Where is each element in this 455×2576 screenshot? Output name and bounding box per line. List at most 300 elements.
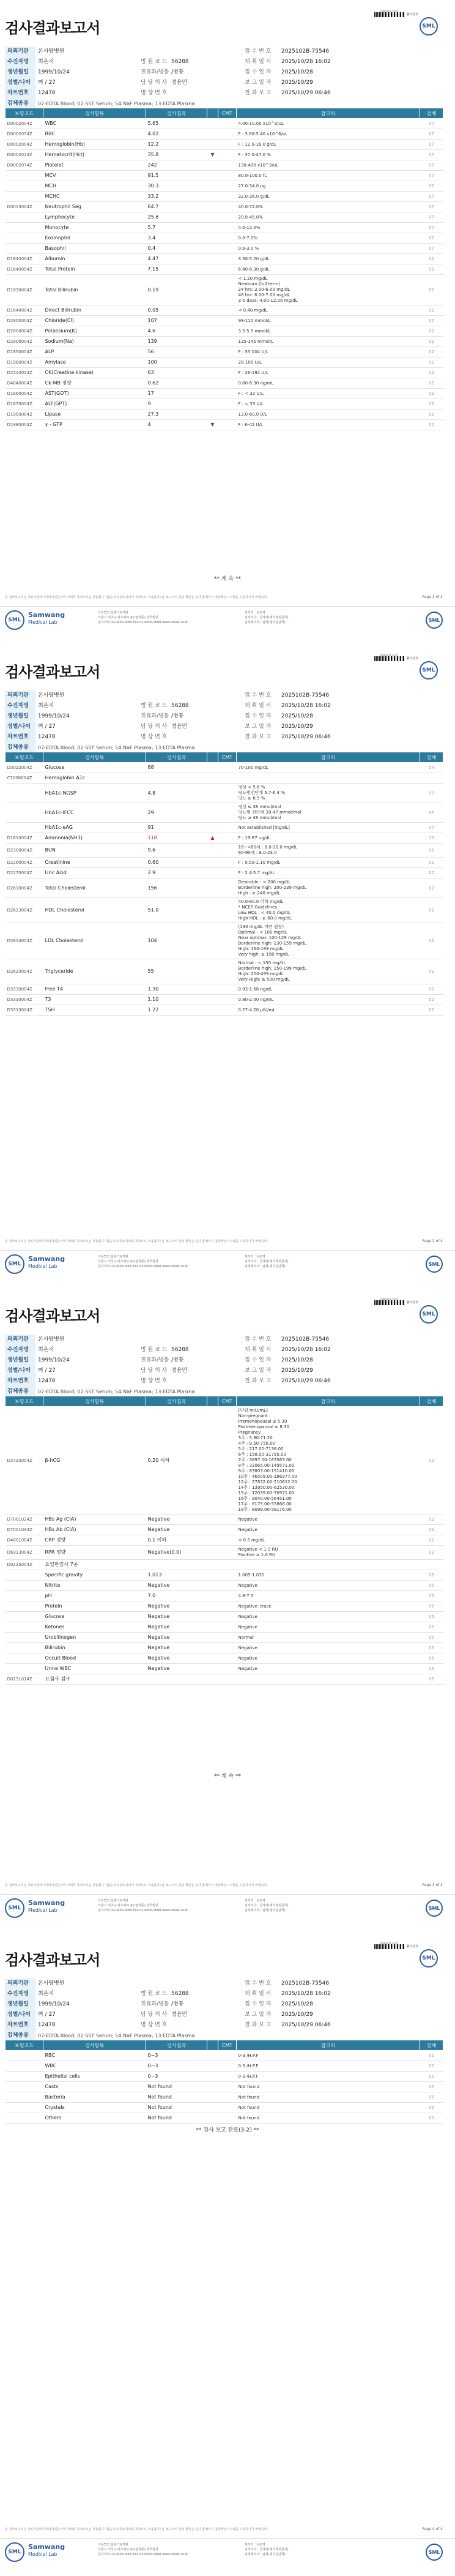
info-value-2	[170, 2020, 243, 2031]
insurance-code: D1840004Z	[6, 264, 43, 275]
page-number: Page 3 of 4	[422, 1883, 443, 1887]
insurance-code	[6, 1612, 43, 1622]
insurance-code	[6, 1570, 43, 1581]
info-row	[5, 57, 443, 67]
cmt	[218, 347, 237, 358]
result-flag	[207, 2113, 218, 2124]
test-name: WBC	[43, 2061, 146, 2072]
info-row	[5, 1345, 443, 1355]
test-name: MCHC	[43, 192, 146, 202]
info-key: 수진자명	[5, 57, 35, 67]
result-flag	[207, 275, 218, 305]
reference-range	[237, 773, 420, 784]
result-flag	[207, 181, 218, 192]
table-row	[6, 378, 443, 389]
result-flag	[207, 264, 218, 275]
table-row	[6, 347, 443, 358]
test-result: Negative	[146, 1601, 207, 1612]
table-row	[6, 1664, 443, 1674]
table-row	[6, 389, 443, 399]
test-name: 요일반검사 7종	[43, 1560, 146, 1570]
info-row	[5, 1999, 443, 2010]
insurance-code	[6, 2082, 43, 2092]
test-result: 2.9	[146, 868, 207, 878]
column-header: CMT	[218, 2040, 237, 2051]
info-key-2: 담 당 의 사	[141, 2012, 168, 2018]
info-value-2	[170, 1335, 243, 1345]
test-result: 107	[146, 316, 207, 326]
info-key-2: 병 원 코 드	[141, 703, 168, 709]
test-name: Glucose	[43, 1612, 146, 1622]
cmt	[218, 858, 237, 868]
reference-range: 3.50-5.20 g/dL	[237, 254, 420, 264]
info-key-3: 결 과 보 고	[245, 90, 272, 96]
insurance-code: D2610004Z	[6, 878, 43, 898]
table-row	[6, 773, 443, 784]
reference-range: 정상 ≤ 38 mmol/mol 당뇨병 전단계 39-47 mmol/mol 당뇨 ≥ 48 mmol/mol	[237, 803, 420, 823]
info-key-2	[139, 47, 170, 57]
specimen-code: 05	[420, 1622, 443, 1633]
cmt	[218, 1674, 237, 1685]
test-result: 30.3	[146, 181, 207, 192]
specimen-code: 02	[420, 1525, 443, 1535]
info-key: 의뢰기관	[5, 691, 35, 701]
lab-subtitle: Medical Lab	[28, 1264, 57, 1269]
reference-range: Negative	[237, 1643, 420, 1653]
table-row	[6, 326, 443, 337]
table-row	[6, 1612, 443, 1622]
insurance-code: D4001004Z	[6, 1535, 43, 1546]
result-flag	[207, 223, 218, 233]
column-header: 검체	[420, 108, 443, 119]
specimen-code: 02	[420, 378, 443, 389]
insurance-code	[6, 244, 43, 254]
info-value-3: 2025/10/28 16:02	[281, 1991, 331, 1997]
specimen-code: 05	[420, 2061, 443, 2072]
test-result: 7.0	[146, 1591, 207, 1601]
insurance-code: D1950004Z	[6, 410, 43, 420]
chart-no-label: 환자번호	[407, 13, 419, 17]
info-value-2: 정윤민	[171, 80, 188, 86]
test-name: Lymphocyte	[43, 212, 146, 223]
specimen-code: 07	[420, 160, 443, 171]
specimen-value: 07-EDTA Blood; 02:SST Serum; 54:NaF Plasma; 13:EDTA Plasma	[38, 101, 195, 107]
result-flag	[207, 773, 218, 784]
specimen-code: 02	[420, 420, 443, 430]
info-row	[5, 2010, 443, 2020]
column-header: 검사항목	[43, 752, 146, 763]
cmt	[218, 1407, 237, 1515]
info-value: 최은지	[38, 703, 54, 709]
insurance-code	[6, 2061, 43, 2072]
column-header: 검체	[420, 2040, 443, 2051]
result-flag	[207, 1633, 218, 1643]
specimen-code: 54	[420, 763, 443, 773]
table-row	[6, 171, 443, 181]
column-header	[207, 1396, 218, 1407]
report-title: 검사결과보고서	[5, 20, 100, 37]
info-value: 12478	[38, 1378, 56, 1384]
test-name: Others	[43, 2113, 146, 2124]
test-name: BUN	[43, 844, 146, 858]
cmt	[218, 2061, 237, 2072]
test-name: Hemoglobin(Hb)	[43, 140, 146, 150]
cmt	[218, 1591, 237, 1601]
result-flag	[207, 803, 218, 823]
cmt	[218, 1653, 237, 1664]
info-value: 온사랑병원	[38, 692, 65, 698]
reference-range: Negative	[237, 1515, 420, 1525]
table-row	[6, 1674, 443, 1685]
barcode-icon	[374, 12, 405, 17]
insurance-code: D2613004Z	[6, 898, 43, 923]
cmt	[218, 378, 237, 389]
test-name: Creatinine	[43, 858, 146, 868]
sml-logo: SML	[5, 1254, 24, 1274]
info-value-3: 2025102B-75546	[281, 692, 330, 698]
insurance-code: D2620004Z	[6, 959, 43, 984]
specimen-code: 05	[420, 1591, 443, 1601]
info-key-2: 진료과/병동	[141, 713, 169, 719]
test-result: 0.1 이하	[146, 1535, 207, 1546]
info-key-2: 병 원 코 드	[141, 59, 168, 65]
info-key-3: 결 과 보 고	[245, 1378, 272, 1384]
sign-info: 검사자 : 김은영 검사의사 : 신재복(병리과전문의) 임상병리사 : 임희(병리진단학)	[245, 611, 289, 624]
patient-info	[5, 47, 443, 109]
info-key-3: 접 수 번 호	[245, 1980, 272, 1986]
reference-range: 1.005-1.030	[237, 1570, 420, 1581]
info-key-2: 담 당 의 사	[141, 724, 168, 730]
insurance-code: D0002004Z	[6, 140, 43, 150]
info-row	[5, 67, 443, 78]
test-result: Negative	[146, 1633, 207, 1643]
cmt	[218, 420, 237, 430]
test-name: Ck-MB 정량	[43, 378, 146, 389]
info-key-3: 결 과 보 고	[245, 734, 272, 740]
cmt	[218, 773, 237, 784]
info-value-2	[170, 47, 243, 57]
specimen-code: 07	[420, 140, 443, 150]
info-row	[5, 691, 443, 701]
cmt	[218, 160, 237, 171]
reference-range: 4.00-10.00 x10^3/uL	[237, 119, 420, 129]
test-result: Negative	[146, 1515, 207, 1525]
reference-range: Normal : < 150 mg/dL Borderline high: 150-199 mg/dL High: 200-499 mg/dL Very High: ≥ 500 mg/dL	[237, 959, 420, 984]
info-value-3: 2025/10/28 16:02	[281, 703, 331, 709]
column-header: 검사항목	[43, 108, 146, 119]
cmt	[218, 2082, 237, 2092]
table-row	[6, 275, 443, 305]
table-row	[6, 420, 443, 430]
info-value-3: 2025/10/29 06:46	[281, 1378, 331, 1384]
info-value-3: 2025/10/29 06:46	[281, 90, 331, 96]
sml-mark: SML	[426, 2544, 443, 2561]
table-row	[6, 337, 443, 347]
continued-mark: ** 계 속 **	[214, 1773, 241, 1780]
test-name: Amylase	[43, 358, 146, 368]
test-result: 4.47	[146, 254, 207, 264]
test-result: Not found	[146, 2082, 207, 2092]
info-key: 생년월일	[5, 1999, 35, 2010]
cmt	[218, 1612, 237, 1622]
reference-range: 4.0-12.0%	[237, 223, 420, 233]
result-flag	[207, 1525, 218, 1535]
test-name: HBs Ag (CIA)	[43, 1515, 146, 1525]
result-flag	[207, 326, 218, 337]
insurance-code: D1850004Z	[6, 347, 43, 358]
reference-range: Negative	[237, 1612, 420, 1622]
table-row	[6, 1570, 443, 1581]
result-flag	[207, 171, 218, 181]
test-result: 0.60	[146, 858, 207, 868]
test-result	[146, 773, 207, 784]
specimen-code: 02	[420, 878, 443, 898]
table-row	[6, 923, 443, 959]
result-flag	[207, 316, 218, 326]
reference-range: Not found	[237, 2113, 420, 2124]
result-flag	[207, 1581, 218, 1591]
table-row	[6, 202, 443, 212]
test-result: 7.15	[146, 264, 207, 275]
test-name: T3	[43, 995, 146, 1005]
info-value-3: 2025102B-75546	[281, 1980, 330, 1986]
specimen-value: 07-EDTA Blood; 02:SST Serum; 54:NaF Plasma; 13:EDTA Plasma	[38, 2033, 195, 2039]
reference-range: F : 37.0-47.0 %	[237, 150, 420, 160]
info-key-2: 담 당 의 사	[141, 80, 168, 86]
results-table	[5, 752, 443, 1016]
insurance-code: D1840004Z	[6, 305, 43, 316]
result-flag	[207, 898, 218, 923]
result-flag: ▼	[207, 150, 218, 160]
lab-footer	[0, 1894, 455, 1921]
info-key: 의뢰기관	[5, 47, 35, 57]
cmt	[218, 1664, 237, 1674]
test-result: 242	[146, 160, 207, 171]
specimen-code: 05	[420, 1581, 443, 1591]
insurance-code	[6, 1653, 43, 1664]
specimen-code: 05	[420, 2092, 443, 2103]
info-value: 12478	[38, 2022, 56, 2028]
insurance-code: D4040004Z	[6, 378, 43, 389]
insurance-code	[6, 171, 43, 181]
test-result: 55	[146, 959, 207, 984]
table-row	[6, 1546, 443, 1560]
reference-range: Not established [mg/dL]	[237, 823, 420, 833]
table-row	[6, 1643, 443, 1653]
test-result: 9	[146, 399, 207, 410]
test-name: TSH	[43, 1005, 146, 1016]
reference-range: 정상 < 5.6 % 당뇨병전단계 5.7-6.4 % 당뇨 ≥ 6.5 %	[237, 784, 420, 803]
cmt	[218, 181, 237, 192]
specimen-label: 검체종류	[5, 2031, 35, 2041]
specimen-code: 07	[420, 181, 443, 192]
test-name: RBC	[43, 129, 146, 140]
info-key: 생년월일	[5, 711, 35, 722]
sign-info: 검사자 : 김은영 검사의사 : 신재복(병리과전문의) 임상병리사 : 임희(병리진단학)	[245, 1255, 289, 1268]
insurance-code: D1840004Z	[6, 254, 43, 264]
test-name: RBC	[43, 2051, 146, 2061]
cmt	[218, 212, 237, 223]
result-flag	[207, 763, 218, 773]
result-flag	[207, 1612, 218, 1622]
reference-range: F : 12.0-16.0 g/dL	[237, 140, 420, 150]
insurance-code	[6, 1643, 43, 1653]
info-key: 수진자명	[5, 1989, 35, 1999]
table-row	[6, 150, 443, 160]
test-result: 0~3	[146, 2061, 207, 2072]
result-flag	[207, 2082, 218, 2092]
column-header	[207, 2040, 218, 2051]
test-name: HbA1c-IFCC	[43, 803, 146, 823]
table-row	[6, 181, 443, 192]
info-key-3: 채 취 일 시	[245, 1991, 272, 1997]
specimen-code: 07	[420, 171, 443, 181]
result-flag: ▲	[207, 833, 218, 844]
specimen-label: 검체종류	[5, 1387, 35, 1397]
reference-range: 135-145 mmol/L	[237, 337, 420, 347]
result-flag	[207, 347, 218, 358]
reference-range: 0-3 /H.P.F	[237, 2051, 420, 2061]
end-mark: ** 검사 보고 완료(3-2) **	[196, 2127, 259, 2133]
cmt	[218, 119, 237, 129]
cmt	[218, 878, 237, 898]
reference-range	[237, 1674, 420, 1685]
insurance-code: D7001034Z	[6, 1525, 43, 1535]
info-row	[5, 47, 443, 57]
test-name: Epithelial cells	[43, 2072, 146, 2082]
info-key-3: 접 수 번 호	[245, 48, 272, 54]
cmt	[218, 1601, 237, 1612]
test-name: Eosinophil	[43, 233, 146, 244]
test-name: Neutrophil Seg	[43, 202, 146, 212]
info-row	[5, 701, 443, 711]
continued-mark: ** 계 속 **	[214, 576, 241, 582]
info-value-3: 2025/10/28	[281, 69, 313, 75]
specimen-code: 07	[420, 129, 443, 140]
insurance-code: D2510024Z	[6, 368, 43, 378]
info-row	[5, 711, 443, 722]
test-result: 35.8	[146, 150, 207, 160]
column-header: 참고치	[237, 2040, 420, 2051]
specimen-code: 07	[420, 244, 443, 254]
test-result: 1.10	[146, 995, 207, 1005]
insurance-code: C3006004Z	[6, 773, 43, 784]
info-value: 1999/10/24	[38, 1357, 70, 1363]
test-name: Monocyte	[43, 223, 146, 233]
reference-range: Negative	[237, 1581, 420, 1591]
table-row	[6, 858, 443, 868]
test-result: 0~3	[146, 2051, 207, 2061]
table-row	[6, 995, 443, 1005]
insurance-code	[6, 1622, 43, 1633]
report-page-4	[0, 1932, 455, 2574]
reference-range: Not found	[237, 2082, 420, 2092]
specimen-code: 02	[420, 923, 443, 959]
result-flag	[207, 399, 218, 410]
test-name: Casts	[43, 2082, 146, 2092]
insurance-code	[6, 233, 43, 244]
test-name: Basophil	[43, 244, 146, 254]
info-key-2: 병 상 번 호	[141, 734, 168, 740]
insurance-code: D0013004Z	[6, 202, 43, 212]
column-header: CMT	[218, 752, 237, 763]
specimen-code: 02	[420, 254, 443, 264]
specimen-code: 07	[420, 823, 443, 833]
test-name: Triglyceride	[43, 959, 146, 984]
table-row	[6, 784, 443, 803]
cmt	[218, 202, 237, 212]
table-row	[6, 833, 443, 844]
info-value: 1999/10/24	[38, 2001, 70, 2007]
result-flag	[207, 410, 218, 420]
column-header: CMT	[218, 108, 237, 119]
specimen-code: 07	[420, 202, 443, 212]
info-row	[5, 88, 443, 99]
sign-info: 검사자 : 김은영 검사의사 : 신재복(병리과전문의) 임상병리사 : 임희(병리진단학)	[245, 1899, 289, 1912]
result-flag	[207, 1622, 218, 1633]
result-flag	[207, 305, 218, 316]
info-value-3: 2025/10/28	[281, 713, 313, 719]
insurance-code: D0002024Z	[6, 150, 43, 160]
column-header: 검사결과	[146, 2040, 207, 2051]
table-row	[6, 119, 443, 129]
specimen-code: 02	[420, 1546, 443, 1560]
specimen-code: 02	[420, 264, 443, 275]
reference-range: Negative	[237, 1653, 420, 1664]
specimen-code: 02	[420, 389, 443, 399]
test-name: WBC	[43, 119, 146, 129]
test-name: Hematocrit(Hct)	[43, 150, 146, 160]
barcode-icon	[374, 656, 405, 661]
cmt	[218, 410, 237, 420]
info-key: 생년월일	[5, 1355, 35, 1366]
test-result: 118	[146, 833, 207, 844]
lab-info: 의료법인 삼광의료재단 서울시 서초구 바우뫼로 41(양재동) 세척빌딩 검사의뢰 02-0000-0000 Fax 02-0000-0000 www.smlab.co.kr	[98, 1899, 188, 1912]
reference-range: Normal	[237, 1633, 420, 1643]
reference-range: 40.0-72.0%	[237, 202, 420, 212]
specimen-code: 13	[420, 833, 443, 844]
result-flag	[207, 160, 218, 171]
info-value-2: 56288	[171, 1991, 189, 1997]
table-row	[6, 316, 443, 326]
column-header	[207, 108, 218, 119]
reference-range: 0-3 /H.P.F	[237, 2061, 420, 2072]
test-result: 156	[146, 878, 207, 898]
info-value: 여 / 27	[38, 80, 56, 86]
specimen-code: 02	[420, 358, 443, 368]
footer-note: 본 검사보고서는 의료기관에서의뢰하신분이며 이외의 목적으로는 사용할 수 없습니다(진료이외의 목적으로 이용불가) 본 보고서의 진위 확인은 당사 홈페이지 결과확인시스템을 이용하시기 바랍니다.	[5, 1240, 268, 1243]
cmt	[218, 784, 237, 803]
reference-range: < 1.20 mg/dL Newborn (full term) 24 hrs: 2.00-6.00 mg/dL 48 hrs: 6.00-7.00 mg/dL 3-5 days: 4.00-12.00 mg/dL	[237, 275, 420, 305]
table-row	[6, 233, 443, 244]
info-value-2: 정윤민	[171, 2012, 188, 2018]
report-page-3	[0, 1288, 455, 1930]
test-result: 64.7	[146, 202, 207, 212]
insurance-code	[6, 2051, 43, 2061]
specimen-value: 07-EDTA Blood; 02:SST Serum; 54:NaF Plasma; 13:EDTA Plasma	[38, 745, 195, 751]
reference-range: 4.8-7.5	[237, 1591, 420, 1601]
info-value-2: 정윤민	[171, 724, 188, 730]
table-row	[6, 1601, 443, 1612]
test-name: β-hCG	[43, 1407, 146, 1515]
test-result: 4.02	[146, 129, 207, 140]
cmt	[218, 1515, 237, 1525]
lab-footer	[0, 606, 455, 633]
result-flag	[207, 2092, 218, 2103]
reference-range: (130 mg/dL 미만 권장) Optimal : < 100 mg/dL Near optimal: 100-129 mg/dL Borderline high: 130-159 mg/dL High: 160-189 mg/dL Very high: ≥ 190 mg/dL	[237, 923, 420, 959]
info-key-3: 채 취 일 시	[245, 59, 272, 65]
specimen-code: 02	[420, 1407, 443, 1515]
